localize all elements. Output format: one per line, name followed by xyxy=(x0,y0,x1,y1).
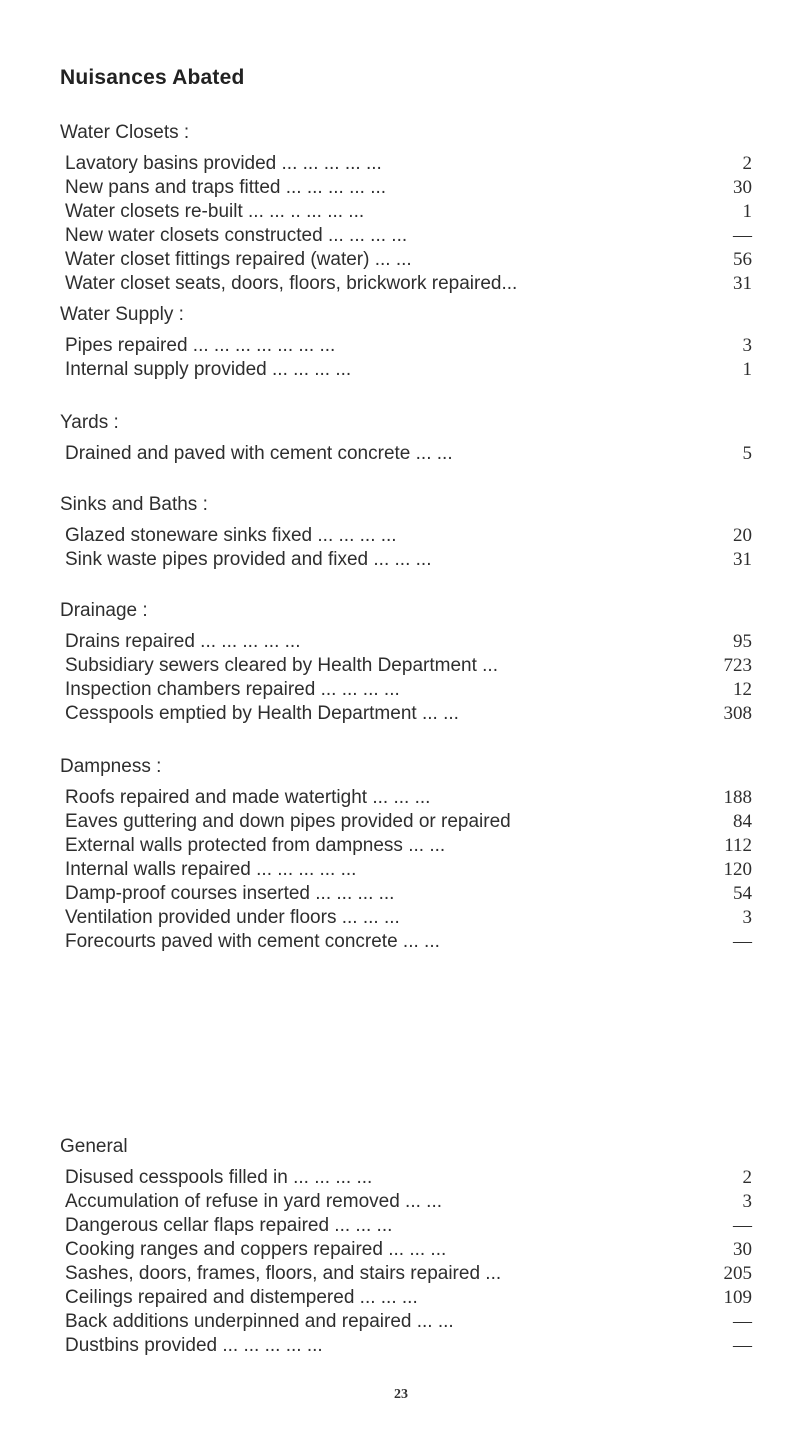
item-value: 3 xyxy=(742,1191,752,1212)
section-heading: Drainage : xyxy=(60,600,148,621)
page-number: 23 xyxy=(394,1387,408,1402)
list-item xyxy=(60,786,760,810)
section-sinks-and-baths xyxy=(60,490,760,572)
item-value: 112 xyxy=(724,835,752,856)
item-label: Internal walls repaired ... ... ... ... ... xyxy=(65,859,357,880)
item-label: Damp-proof courses inserted ... ... ... ... xyxy=(65,883,395,904)
item-value: 1 xyxy=(742,359,752,380)
list-item xyxy=(60,1238,760,1262)
list-item xyxy=(60,334,760,358)
list-item xyxy=(60,548,760,572)
item-value: 308 xyxy=(723,703,752,724)
list-item xyxy=(60,630,760,654)
item-value: 120 xyxy=(723,859,752,880)
item-value: 12 xyxy=(733,679,752,700)
item-label: Lavatory basins provided ... ... ... ... ... xyxy=(65,153,382,174)
section-heading: Yards : xyxy=(60,412,119,433)
item-value: 31 xyxy=(733,273,752,294)
item-label: Drained and paved with cement concrete ... ... xyxy=(65,443,453,464)
item-label: Drains repaired ... ... ... ... ... xyxy=(65,631,301,652)
list-item xyxy=(60,152,760,176)
item-label: Cooking ranges and coppers repaired ... ... ... xyxy=(65,1239,447,1260)
item-value: — xyxy=(733,225,752,246)
item-label: Sashes, doors, frames, floors, and stairs repaired ... xyxy=(65,1263,502,1284)
item-value: 109 xyxy=(723,1287,752,1308)
list-item xyxy=(60,834,760,858)
item-label: Cesspools emptied by Health Department ... ... xyxy=(65,703,459,724)
section-heading: General xyxy=(60,1136,128,1157)
item-value: — xyxy=(733,1335,752,1356)
list-item xyxy=(60,1214,760,1238)
item-value: 723 xyxy=(723,655,752,676)
item-value: — xyxy=(733,1311,752,1332)
item-value: 205 xyxy=(723,1263,752,1284)
item-label: Sink waste pipes provided and fixed ... ... ... xyxy=(65,549,432,570)
item-label: Accumulation of refuse in yard removed ... ... xyxy=(65,1191,443,1212)
item-value: 3 xyxy=(742,907,752,928)
list-item xyxy=(60,1334,760,1358)
item-value: 84 xyxy=(733,811,752,832)
list-item xyxy=(60,654,760,678)
item-value: 1 xyxy=(742,201,752,222)
list-item xyxy=(60,930,760,954)
item-label: Glazed stoneware sinks fixed ... ... ... ... xyxy=(65,525,397,546)
item-value: — xyxy=(733,931,752,952)
list-item xyxy=(60,810,760,834)
list-item xyxy=(60,524,760,548)
item-label: Eaves guttering and down pipes provided or repaired xyxy=(65,811,511,832)
list-item xyxy=(60,224,760,248)
list-item xyxy=(60,882,760,906)
section-drainage xyxy=(60,596,760,726)
item-value: 56 xyxy=(733,249,752,270)
item-value: 54 xyxy=(733,883,752,904)
list-item xyxy=(60,442,760,466)
item-value: 2 xyxy=(742,1167,752,1188)
list-item xyxy=(60,858,760,882)
item-value: 30 xyxy=(733,1239,752,1260)
list-item xyxy=(60,1286,760,1310)
item-label: Pipes repaired ... ... ... ... ... ... ... xyxy=(65,335,336,356)
section-water-supply xyxy=(60,300,760,382)
item-value: 188 xyxy=(723,787,752,808)
item-label: New water closets constructed ... ... ... ... xyxy=(65,225,408,246)
section-heading: Sinks and Baths : xyxy=(60,494,208,515)
item-value: 31 xyxy=(733,549,752,570)
list-item xyxy=(60,176,760,200)
item-value: 5 xyxy=(742,443,752,464)
item-label: Ceilings repaired and distempered ... ... ... xyxy=(65,1287,418,1308)
item-value: 30 xyxy=(733,177,752,198)
item-label: Subsidiary sewers cleared by Health Department ... xyxy=(65,655,498,676)
section-dampness xyxy=(60,752,760,954)
page-title: Nuisances Abated xyxy=(60,66,245,89)
section-heading: Water Closets : xyxy=(60,122,190,143)
section-heading: Dampness : xyxy=(60,756,162,777)
item-label: New pans and traps fitted ... ... ... ... ... xyxy=(65,177,387,198)
list-item xyxy=(60,200,760,224)
item-label: Back additions underpinned and repaired ... ... xyxy=(65,1311,454,1332)
item-label: Ventilation provided under floors ... ... ... xyxy=(65,907,400,928)
section-yards xyxy=(60,408,760,466)
list-item xyxy=(60,702,760,726)
item-label: Internal supply provided ... ... ... ... xyxy=(65,359,352,380)
item-label: Dustbins provided ... ... ... ... ... xyxy=(65,1335,323,1356)
section-heading: Water Supply : xyxy=(60,304,184,325)
list-item xyxy=(60,1190,760,1214)
list-item xyxy=(60,1166,760,1190)
section-water-closets xyxy=(60,118,760,296)
list-item xyxy=(60,1262,760,1286)
list-item xyxy=(60,272,760,296)
item-label: Water closet fittings repaired (water) ... ... xyxy=(65,249,412,270)
item-label: Inspection chambers repaired ... ... ... ... xyxy=(65,679,400,700)
item-value: 3 xyxy=(742,335,752,356)
item-label: Dangerous cellar flaps repaired ... ... ... xyxy=(65,1215,393,1236)
list-item xyxy=(60,248,760,272)
item-label: Disused cesspools filled in ... ... ... ... xyxy=(65,1167,373,1188)
list-item xyxy=(60,678,760,702)
list-item xyxy=(60,358,760,382)
item-label: External walls protected from dampness ... ... xyxy=(65,835,446,856)
item-value: 2 xyxy=(742,153,752,174)
item-label: Water closets re-built ... ... .. ... ... ... xyxy=(65,201,365,222)
list-item xyxy=(60,906,760,930)
item-label: Water closet seats, doors, floors, brickwork repaired... xyxy=(65,273,518,294)
section-general xyxy=(60,1132,760,1358)
list-item xyxy=(60,1310,760,1334)
item-value: 95 xyxy=(733,631,752,652)
item-label: Forecourts paved with cement concrete ... ... xyxy=(65,931,440,952)
item-value: 20 xyxy=(733,525,752,546)
item-value: — xyxy=(733,1215,752,1236)
item-label: Roofs repaired and made watertight ... ... ... xyxy=(65,787,431,808)
